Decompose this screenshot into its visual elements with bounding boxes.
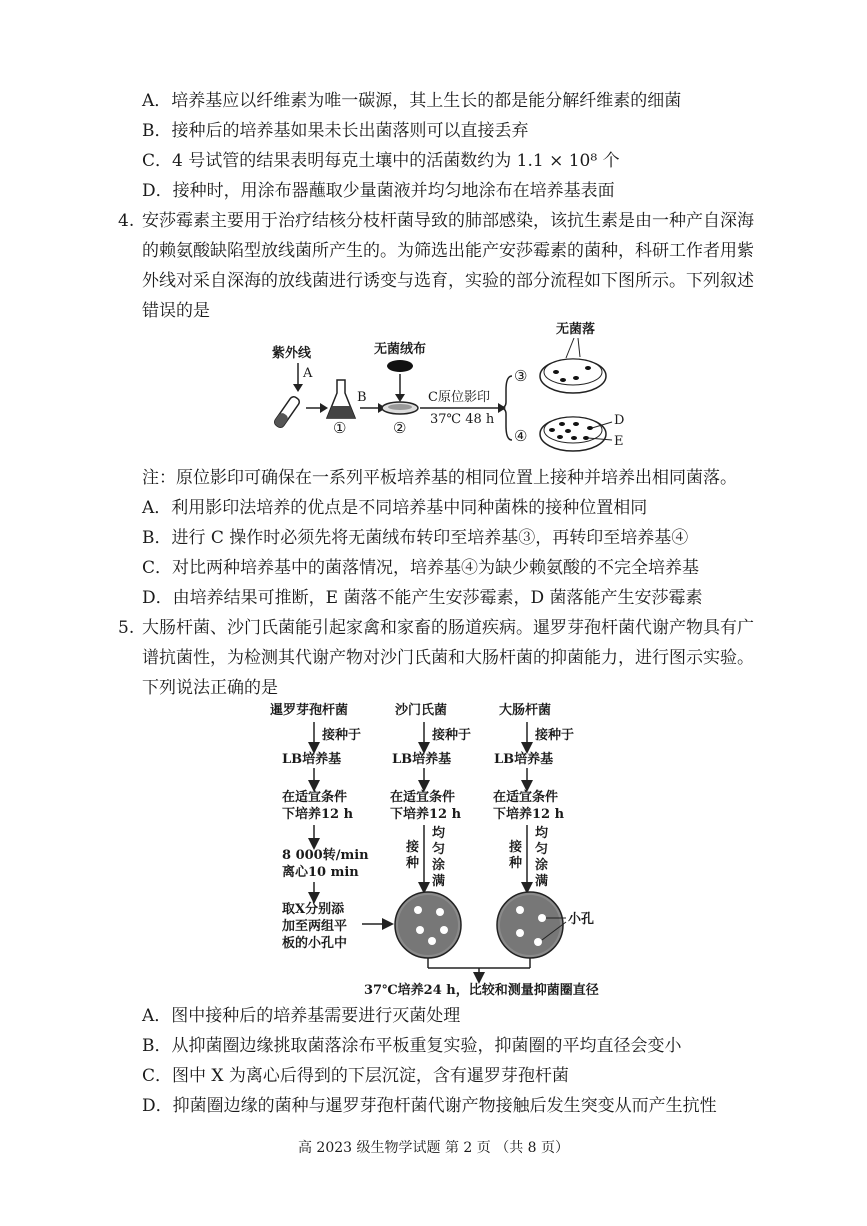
col2-inoculate-label: 接种于 <box>432 728 472 743</box>
q4-stem-line: 错误的是 <box>142 301 210 321</box>
q4-option-c: C．对比两种培养基中的菌落情况，培养基④为缺少赖氨酸的不完全培养基 <box>142 558 700 578</box>
plate-4-number: ④ <box>514 427 528 445</box>
q4-note: 注：原位影印可确保在一系列平板培养基的相同位置上接种并培养出相同菌落。 <box>142 468 737 488</box>
hole-label: 小孔 <box>568 912 595 927</box>
no-colony-label: 无菌落 <box>556 322 596 337</box>
step-a-label: A <box>303 366 313 381</box>
col3-cond-2: 下培养12 h <box>493 807 565 822</box>
q5-stem-line: 谱抗菌性，为检测其代谢产物对沙门氏菌和大肠杆菌的抑菌能力，进行图示实验。 <box>142 648 754 668</box>
q5-option-d: D．抑菌圈边缘的菌种与暹罗芽孢杆菌代谢产物接触后发生突变从而产生抗性 <box>142 1096 717 1116</box>
q3-option-c: C．4 号试管的结果表明每克土壤中的活菌数约为 1.1 × 10⁸ 个 <box>142 151 620 171</box>
uv-label: 紫外线 <box>272 346 312 361</box>
col1-cond-1: 在适宜条件 <box>282 790 348 805</box>
page-footer: 高 2023 级生物学试题 第 2 页 （共 8 页） <box>297 1140 570 1156</box>
q4-option-b: B．进行 C 操作时必须先将无菌绒布转印至培养基③，再转印至培养基④ <box>142 528 689 548</box>
col2-spread-vertical: 均匀涂满 <box>432 826 446 889</box>
q4-option-d: D．由培养结果可推断，E 菌落不能产生安莎霉素，D 菌落能产生安莎霉素 <box>142 588 703 608</box>
col2-cond-2: 下培养12 h <box>390 807 462 822</box>
q5-option-a: A．图中接种后的培养基需要进行灭菌处理 <box>142 1006 461 1026</box>
col2-lb: LB培养基 <box>392 752 452 767</box>
plate-2-number: ② <box>393 419 407 437</box>
velvet-label: 无菌绒布 <box>374 342 427 357</box>
q4-stem-line: 的赖氨酸缺陷型放线菌所产生的。为筛选出能产安莎霉素的菌种，科研工作者用紫 <box>142 241 754 261</box>
q5-stem-line: 下列说法正确的是 <box>142 678 278 698</box>
flask-number: ① <box>333 419 347 437</box>
take-x-2: 加至两组平 <box>282 919 348 934</box>
col3-cond-1: 在适宜条件 <box>493 790 559 805</box>
col3-spread-vertical: 均匀涂满 <box>535 826 549 889</box>
condition-label: 37℃ 48 h <box>430 412 495 427</box>
step-b-label: B <box>357 390 367 405</box>
ecoli-plate-icon <box>497 892 566 958</box>
col3-lb: LB培养基 <box>494 752 554 767</box>
q3-option-a: A．培养基应以纤维素为唯一碳源，其上生长的都是能分解纤维素的细菌 <box>142 91 682 111</box>
colony-d-label: D <box>614 413 625 428</box>
q5-stem-line: 大肠杆菌、沙门氏菌能引起家禽和家畜的肠道疾病。暹罗芽孢杆菌代谢产物具有广 <box>142 618 754 638</box>
take-x-1: 取X分别添 <box>282 902 345 917</box>
colony-e-label: E <box>614 434 624 449</box>
col1-cond-2: 下培养12 h <box>282 807 354 822</box>
q5-option-b: B．从抑菌圈边缘挑取菌落涂布平板重复实验，抑菌圈的平均直径会变小 <box>142 1036 682 1056</box>
q4-number: 4. <box>118 211 135 231</box>
centrifuge-2: 离心10 min <box>282 865 359 880</box>
col2-title: 沙门氏菌 <box>395 703 448 718</box>
plate-3-number: ③ <box>514 367 528 385</box>
salmonella-plate-icon <box>395 892 461 958</box>
q3-option-d: D．接种时，用涂布器蘸取少量菌液并均匀地涂布在培养基表面 <box>142 181 615 201</box>
q5-option-c: C．图中 X 为离心后得到的下层沉淀，含有暹罗芽孢杆菌 <box>142 1066 569 1086</box>
col2-cond-1: 在适宜条件 <box>390 790 456 805</box>
col3-inoculate-label: 接种于 <box>535 728 575 743</box>
col1-lb: LB培养基 <box>282 752 342 767</box>
col3-title: 大肠杆菌 <box>499 703 552 718</box>
q3-option-b: B．接种后的培养基如果未长出菌落则可以直接丢弃 <box>142 121 529 141</box>
col1-inoculate-label: 接种于 <box>322 728 362 743</box>
col3-inoculate-vertical: 接种 <box>509 840 523 871</box>
col2-inoculate-vertical: 接种 <box>406 840 420 871</box>
step-c-label: C原位影印 <box>428 390 490 405</box>
q4-stem-line: 安莎霉素主要用于治疗结核分枝杆菌导致的肺部感染，该抗生素是由一种产自深海 <box>142 211 754 231</box>
q5-number: 5. <box>118 618 135 638</box>
incubation-label: 37℃培养24 h，比较和测量抑菌圈直径 <box>364 983 599 998</box>
take-x-3: 板的小孔中 <box>282 936 348 951</box>
centrifuge-1: 8 000转/min <box>282 848 369 863</box>
col1-title: 暹罗芽孢杆菌 <box>270 703 349 718</box>
q4-stem-line: 外线对采自深海的放线菌进行诱变与选育，实验的部分流程如下图所示。下列叙述 <box>142 271 754 291</box>
q4-option-a: A．利用影印法培养的优点是不同培养基中同种菌株的接种位置相同 <box>142 498 648 518</box>
